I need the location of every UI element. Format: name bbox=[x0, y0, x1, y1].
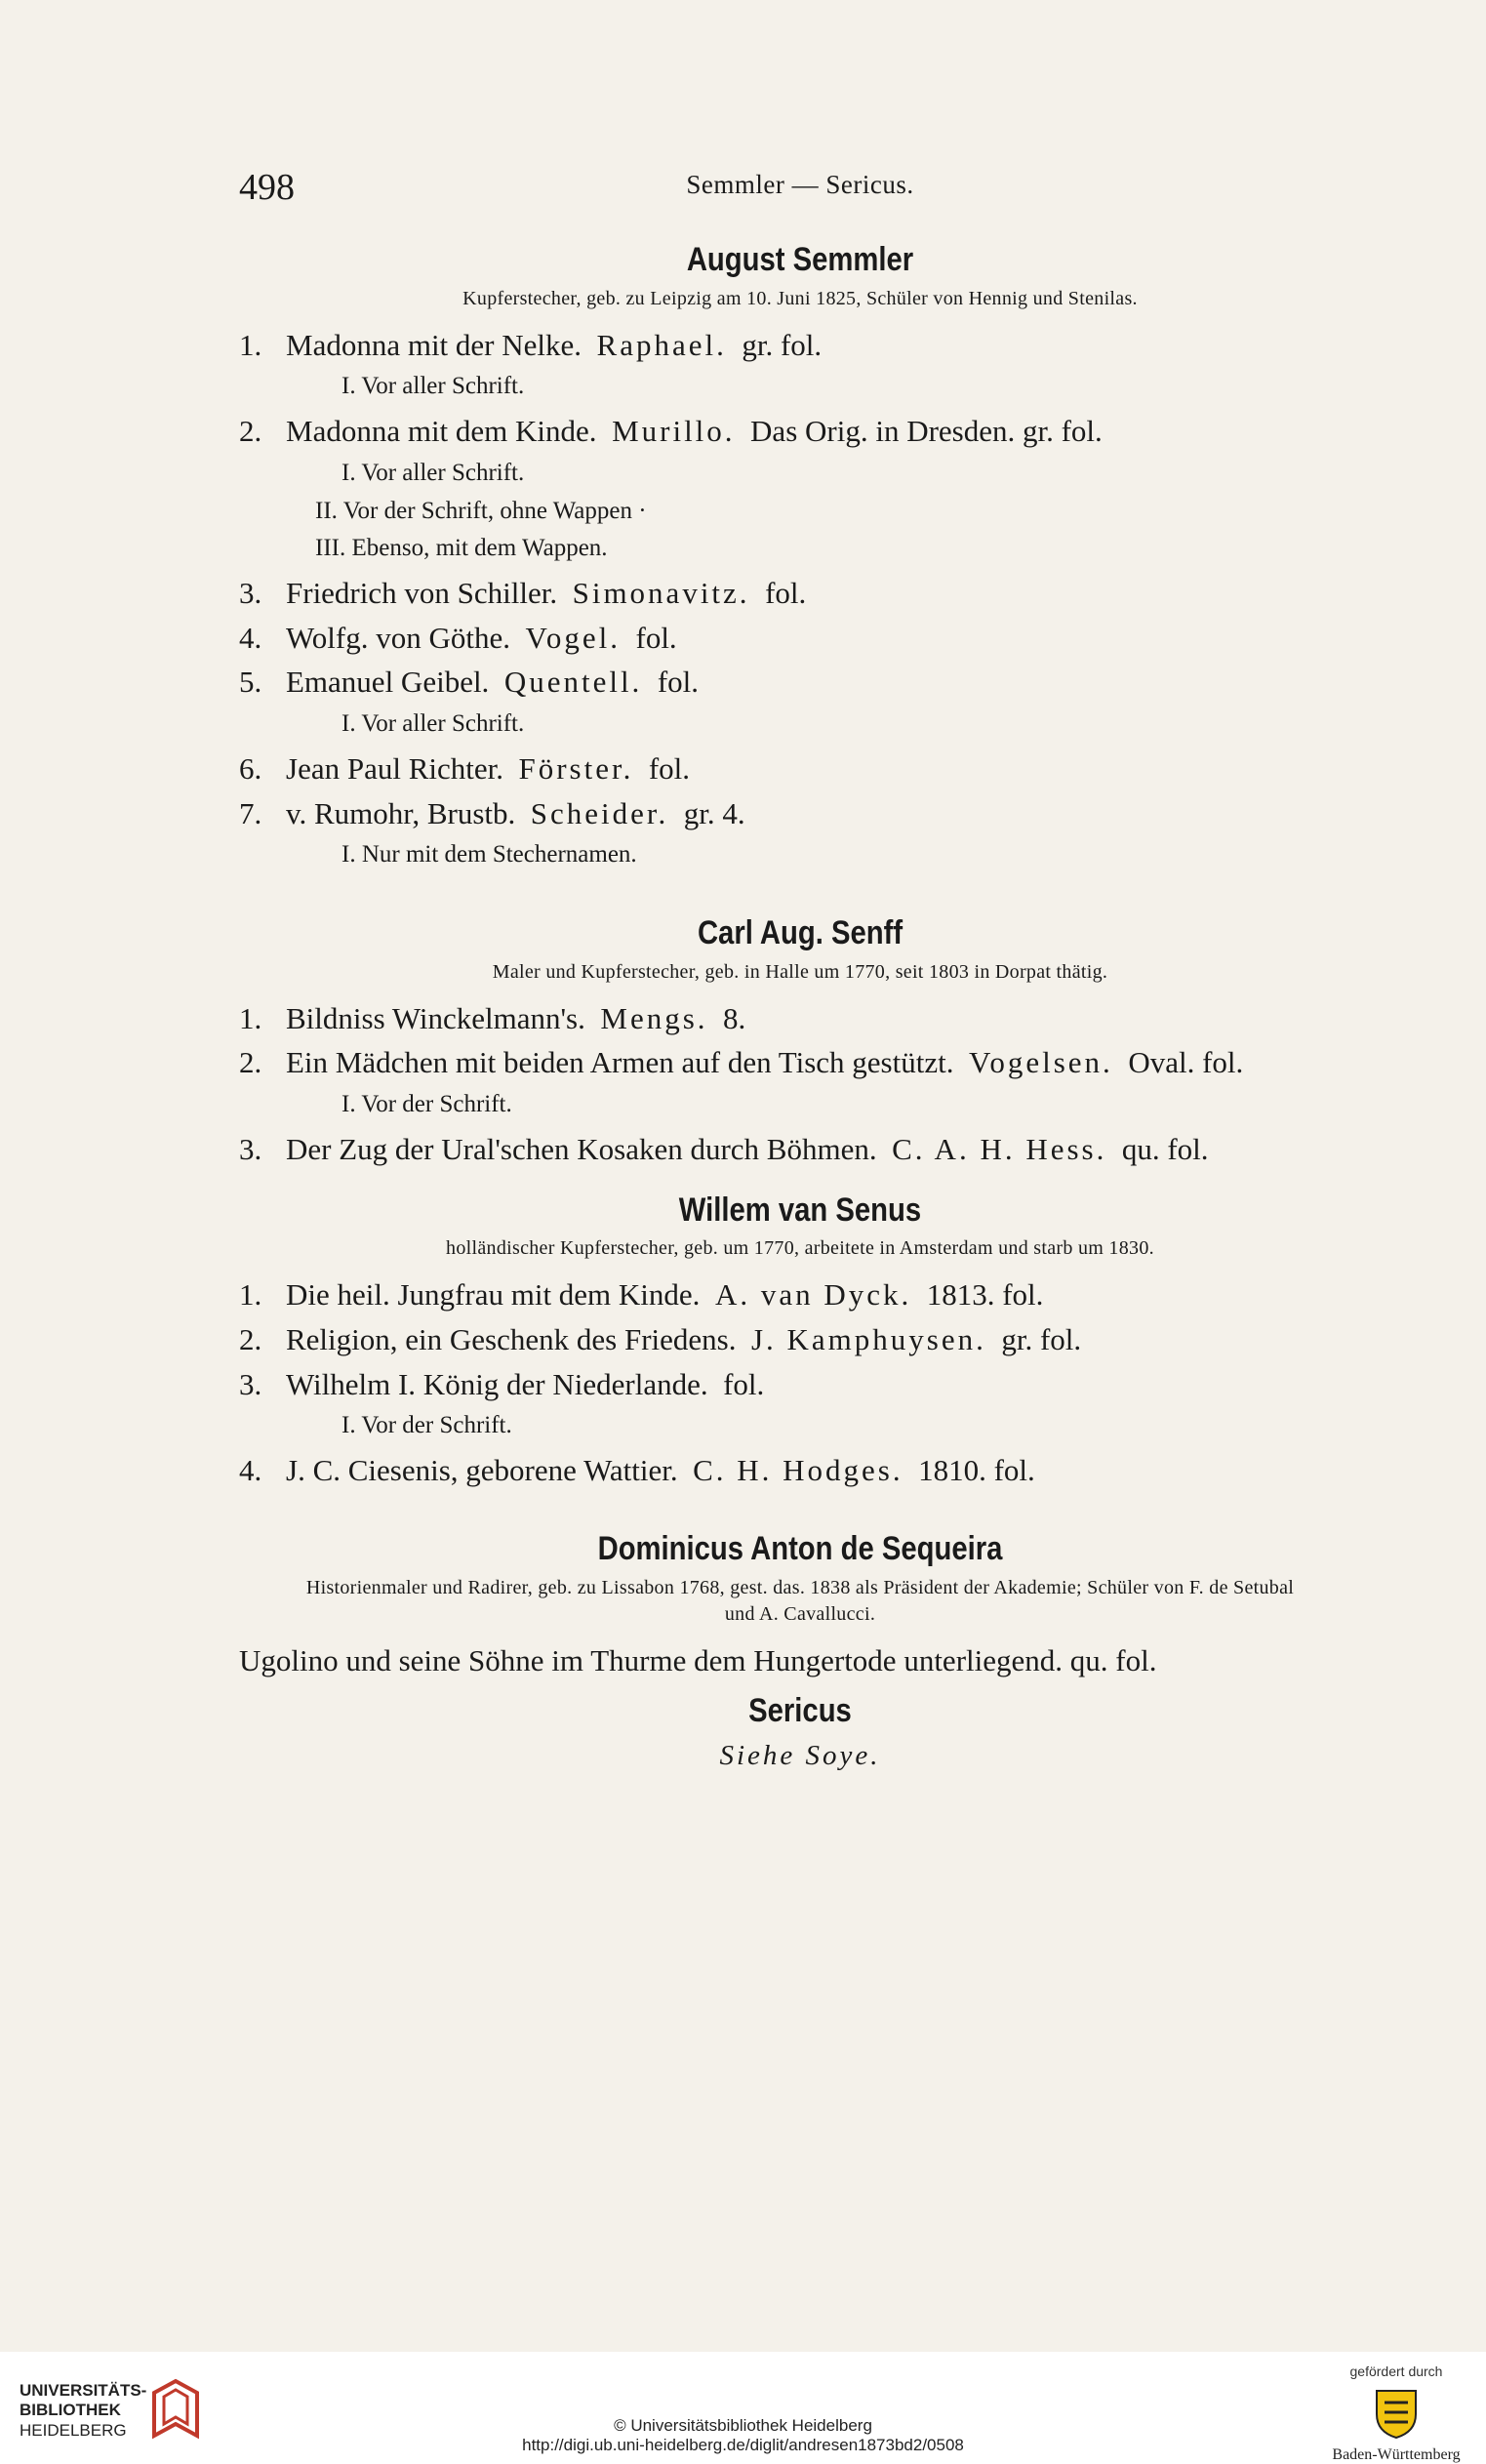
entry-bio: Maler und Kupferstecher, geb. in Halle um 1770, seit 1803 in Dorpat thätig. bbox=[492, 960, 1108, 983]
entry-senff bbox=[239, 913, 1361, 1169]
list-item: 6. Jean Paul Richter. Förster. fol. bbox=[239, 750, 691, 786]
state-line: I. Nur mit dem Stechernamen. bbox=[341, 841, 637, 868]
entry-sequeira bbox=[239, 1529, 1361, 1681]
permalink[interactable]: http://digi.ub.uni-heidelberg.de/diglit/andresen1873bd2/0508 bbox=[522, 2436, 964, 2455]
list-item: 4. J. C. Ciesenis, geborene Wattier. C. H. Hodges. 1810. fol. bbox=[239, 1453, 1035, 1488]
list-item: 1. Madonna mit der Nelke. Raphael. gr. fol. bbox=[239, 327, 823, 362]
viewer-footer bbox=[0, 2352, 1486, 2464]
copyright-notice: © Universitätsbibliothek Heidelberg http://digi.ub.uni-heidelberg.de/diglit/andresen1873bd2/0508 bbox=[0, 2416, 1486, 2456]
list-item: 3. Der Zug der Ural'schen Kosaken durch Böhmen. C. A. H. Hess. qu. fol. bbox=[239, 1131, 1209, 1166]
cross-reference: Siehe Soye. bbox=[719, 1740, 881, 1772]
state-line: I. Vor der Schrift. bbox=[341, 1412, 512, 1439]
list-item: 3. Friedrich von Schiller. Simonavitz. fol. bbox=[239, 576, 807, 611]
sponsor-name: Baden-Württemberg bbox=[1332, 2446, 1461, 2463]
entry-bio: Kupferstecher, geb. zu Leipzig am 10. Juni 1825, Schüler von Hennig und Stenilas. bbox=[462, 287, 1138, 309]
entry-title: Dominicus Anton de Sequeira bbox=[597, 1529, 1003, 1567]
entry-semmler bbox=[239, 240, 1361, 874]
list-item: 2. Ein Mädchen mit beiden Armen auf den Tisch gestützt. Vogelsen. Oval. fol. bbox=[239, 1045, 1244, 1080]
list-item: 7. v. Rumohr, Brustb. Scheider. gr. 4. bbox=[239, 795, 745, 830]
sponsor-block bbox=[1328, 2363, 1465, 2464]
list-item: 1. Bildniss Winckelmann's. Mengs. 8. bbox=[239, 1000, 746, 1035]
page-body bbox=[239, 156, 1361, 1772]
entry-title: Willem van Senus bbox=[678, 1191, 922, 1229]
entry-bio: holländischer Kupferstecher, geb. um 1770, arbeitete in Amsterdam und starb um 1830. bbox=[446, 1237, 1154, 1260]
state-line: II. Vor der Schrift, ohne Wappen · bbox=[315, 497, 647, 524]
running-title: Semmler — Sericus. bbox=[686, 170, 914, 199]
entry-title: Sericus bbox=[748, 1691, 852, 1729]
state-line: I. Vor aller Schrift. bbox=[341, 373, 525, 400]
sponsor-label: gefördert durch bbox=[1349, 2363, 1443, 2379]
entry-senus bbox=[239, 1191, 1361, 1490]
running-head bbox=[239, 156, 1361, 215]
list-item: 2. Religion, ein Geschenk des Friedens. J. Kamphuysen. gr. fol. bbox=[239, 1322, 1082, 1357]
state-line: III. Ebenso, mit dem Wappen. bbox=[315, 535, 608, 562]
list-item: 1. Die heil. Jungfrau mit dem Kinde. A. van Dyck. 1813. fol. bbox=[239, 1277, 1044, 1313]
library-logo[interactable]: UNIVERSITÄTS- BIBLIOTHEK HEIDELBERG bbox=[20, 2381, 147, 2440]
list-item: 2. Madonna mit dem Kinde. Murillo. Das Orig. in Dresden. gr. fol. bbox=[239, 414, 1103, 449]
state-line: I. Vor aller Schrift. bbox=[341, 710, 525, 738]
list-item: 5. Emanuel Geibel. Quentell. fol. bbox=[239, 665, 699, 700]
list-item: 3. Wilhelm I. König der Niederlande. fol. bbox=[239, 1366, 765, 1401]
entry-bio: Historienmaler und Radirer, geb. zu Lissabon 1768, gest. das. 1838 als Präsident der Akademie; Schüler von F. de Setubal und A. Cavallucci. bbox=[305, 1576, 1295, 1625]
state-crest-icon bbox=[1367, 2385, 1426, 2440]
list-item: 4. Wolfg. von Göthe. Vogel. fol. bbox=[239, 620, 677, 655]
page-number: 498 bbox=[239, 167, 295, 208]
entry-title: August Semmler bbox=[686, 241, 914, 278]
state-line: I. Vor der Schrift. bbox=[341, 1091, 512, 1118]
entry-sericus bbox=[239, 1691, 1361, 1773]
state-line: I. Vor aller Schrift. bbox=[341, 459, 525, 486]
entry-paragraph: Ugolino und seine Söhne im Thurme dem Hungertode unterliegend. qu. fol. bbox=[239, 1642, 1157, 1677]
entry-title: Carl Aug. Senff bbox=[697, 914, 904, 951]
